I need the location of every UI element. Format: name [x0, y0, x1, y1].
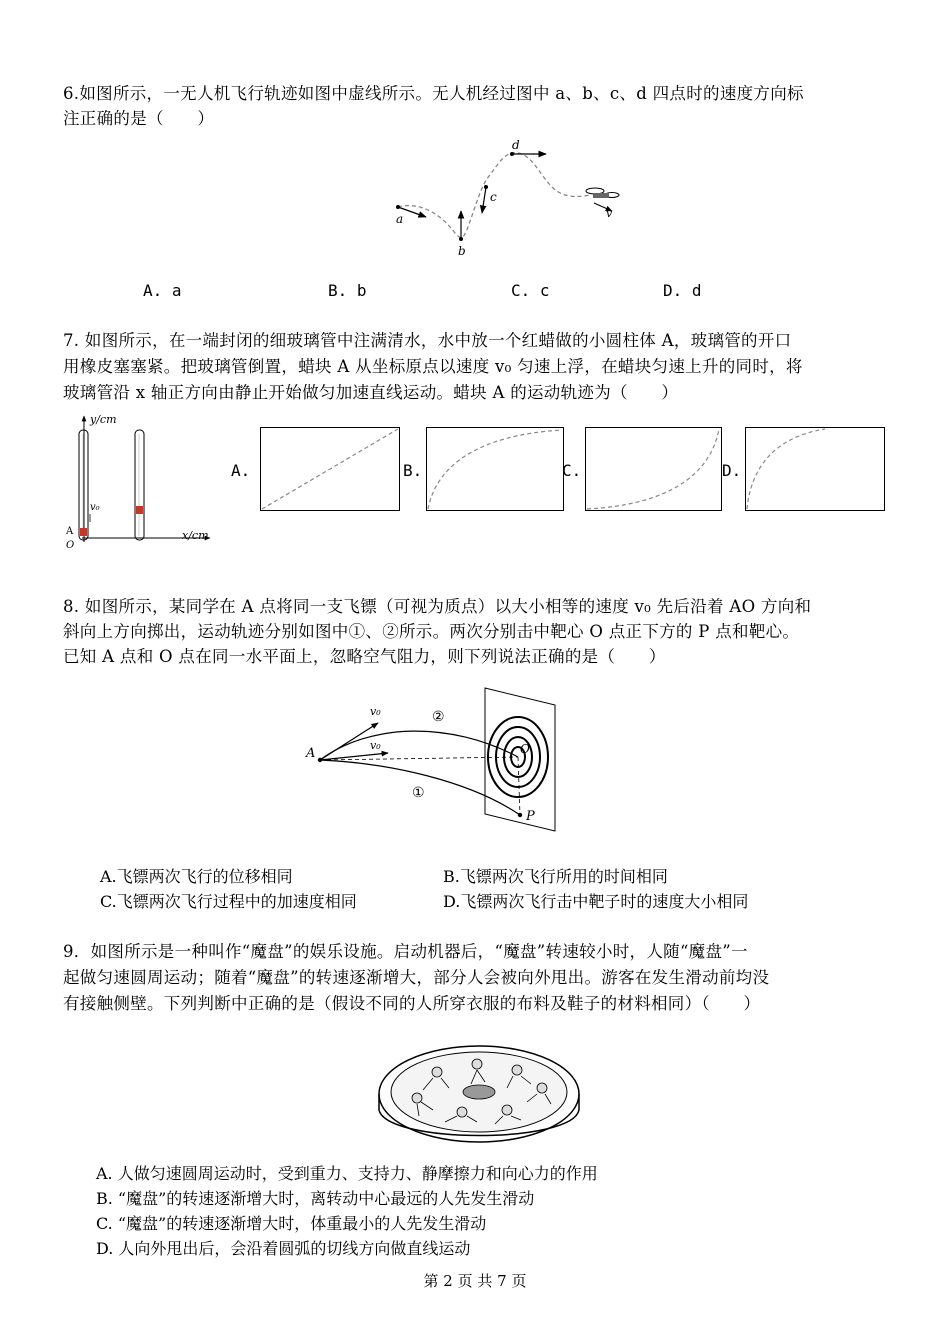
q7-option-b-graph[interactable]	[426, 427, 564, 511]
q9-option-c[interactable]: C. “魔盘”的转速逐渐增大时，体重最小的人先发生滑动	[96, 1214, 487, 1233]
q7-y-axis-label: y/cm	[90, 413, 117, 426]
q6-option-c[interactable]: C. c	[511, 281, 550, 300]
q7-O-label: O	[66, 540, 75, 551]
q6-stem-line1: 6.如图所示，一无人机飞行轨迹如图中虚线所示。无人机经过图中 a、b、c、d 四点时的速度方向标	[63, 84, 804, 103]
q8-option-b[interactable]: B.飞镖两次飞行所用的时间相同	[443, 867, 668, 886]
q9-option-d[interactable]: D. 人向外甩出后，会沿着圆弧的切线方向做直线运动	[96, 1239, 471, 1258]
q6-option-d[interactable]: D. d	[663, 281, 702, 300]
q8-label-A: A	[306, 746, 316, 761]
q8-stem-line2: 斜向上方向掷出，运动轨迹分别如图中①、②所示。两次分别击中靶心 O 点正下方的 P 点和靶心。	[63, 622, 800, 641]
q6-label-d: d	[512, 138, 520, 152]
q7-tube-2	[135, 430, 144, 540]
q8-label-path2: ②	[432, 709, 445, 725]
q9-option-a[interactable]: A. 人做匀速圆周运动时，受到重力、支持力、静摩擦力和向心力的作用	[96, 1164, 598, 1183]
q7-tube-figure	[62, 410, 222, 550]
q8-label-v0-upper: v₀	[370, 705, 381, 718]
q9-stem-line2: 起做匀速圆周运动；随着“魔盘”的转速逐渐增大，部分人会被向外甩出。游客在发生滑动前均没	[63, 968, 770, 987]
q9-option-b[interactable]: B. “魔盘”的转速逐渐增大时，离转动中心最远的人先发生滑动	[96, 1189, 535, 1208]
q6-drone-path-figure	[390, 135, 630, 260]
q7-option-d-label[interactable]: D.	[722, 461, 742, 480]
q7-option-c-graph[interactable]	[585, 427, 722, 511]
q7-option-d-graph[interactable]	[745, 427, 885, 511]
q8-stem-line1: 8. 如图所示，某同学在 A 点将同一支飞镖（可视为质点）以大小相等的速度 v₀ 先后沿着 AO 方向和	[63, 597, 812, 616]
q6-label-b: b	[458, 244, 466, 258]
q6-label-v: v	[606, 207, 613, 220]
q7-wax-block-2	[136, 506, 143, 514]
q7-A-label: A	[66, 526, 74, 537]
q8-label-path1: ①	[412, 785, 425, 801]
q7-v0-label: v₀	[90, 502, 100, 513]
q6-option-b[interactable]: B. b	[328, 281, 367, 300]
q7-stem-line1: 7. 如图所示，在一端封闭的细玻璃管中注满清水，水中放一个红蜡做的小圆柱体 A，玻璃管的开口	[63, 331, 792, 350]
q8-label-O: O	[520, 742, 530, 756]
q7-option-a-graph[interactable]	[260, 427, 400, 511]
q7-option-a-label[interactable]: A.	[231, 461, 251, 480]
q6-option-a[interactable]: A. a	[143, 281, 182, 300]
q8-stem-line3: 已知 A 点和 O 点在同一水平面上，忽略空气阻力，则下列说法正确的是（ ）	[63, 647, 666, 666]
q8-label-P: P	[526, 809, 535, 824]
q6-stem-line2: 注正确的是（ ）	[63, 109, 215, 128]
q7-option-b-label[interactable]: B.	[403, 461, 423, 480]
q8-label-v0-lower: v₀	[370, 739, 381, 752]
q8-option-c[interactable]: C.飞镖两次飞行过程中的加速度相同	[100, 892, 357, 911]
q9-stem-line3: 有接触侧壁。下列判断中正确的是（假设不同的人所穿衣服的布料及鞋子的材料相同）（ ）	[63, 994, 761, 1013]
q6-label-c: c	[490, 190, 497, 204]
q6-label-a: a	[396, 212, 404, 226]
q7-option-c-label[interactable]: C.	[562, 461, 582, 480]
q6-drone-icon	[586, 188, 619, 198]
q8-option-a[interactable]: A.飞镖两次飞行的位移相同	[100, 867, 293, 886]
page-footer: 第 2 页 共 7 页	[423, 1272, 527, 1290]
q7-stem-line3: 玻璃管沿 x 轴正方向由静止开始做匀加速直线运动。蜡块 A 的运动轨迹为（ ）	[63, 383, 679, 402]
q8-dart-figure	[300, 683, 570, 833]
q7-stem-line2: 用橡皮塞塞紧。把玻璃管倒置，蜡块 A 从坐标原点以速度 v₀ 匀速上浮，在蜡块匀速上升的同时，将	[63, 357, 803, 376]
q9-stem-line1: 9．如图所示是一种叫作“魔盘”的娱乐设施。启动机器后，“魔盘”转速较小时，人随“魔盘”一	[63, 942, 748, 961]
q9-magic-disc-figure	[377, 1024, 582, 1154]
q7-x-axis-label: x/cm	[182, 529, 209, 542]
q8-option-d[interactable]: D.飞镖两次飞行击中靶子时的速度大小相同	[443, 892, 749, 911]
q7-wax-block-1	[80, 528, 87, 536]
q6-arrow-c	[482, 187, 486, 213]
